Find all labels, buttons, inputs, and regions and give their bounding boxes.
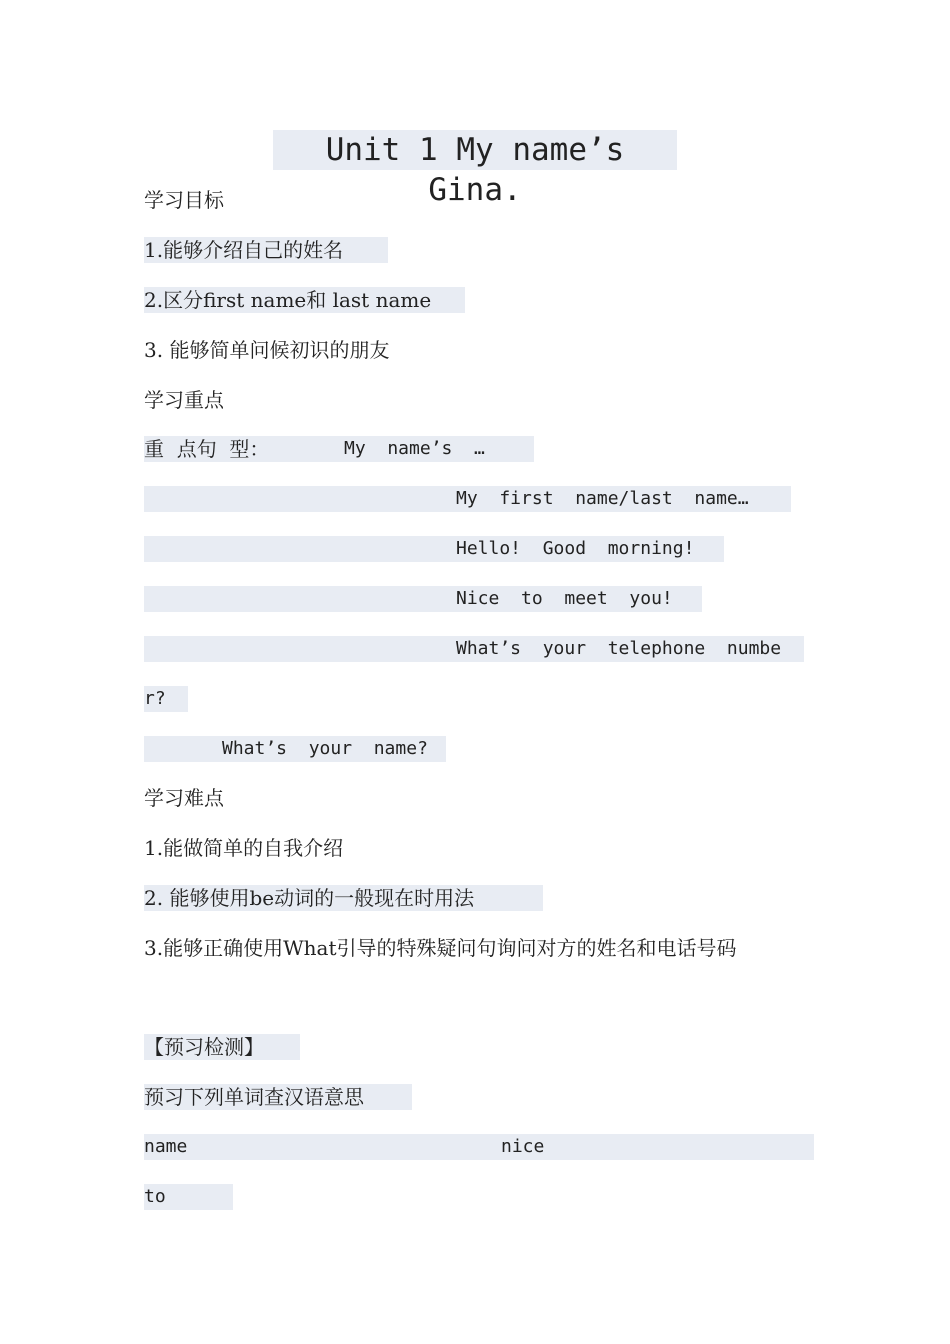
preview-heading: 【预习检测】 xyxy=(144,1034,300,1060)
key-sentence: Nice to meet you! xyxy=(456,588,673,609)
key-sentence: What’s your name? xyxy=(222,738,428,759)
difficulty-item: 2. 能够使用be动词的一般现在时用法 xyxy=(144,885,543,911)
difficulty-item: 1.能做简单的自我介绍 xyxy=(144,836,344,860)
sentence-pattern-label: 重 点句 型： xyxy=(144,437,270,461)
vocab-word: name xyxy=(144,1136,188,1157)
key-sentence: My first name/last name… xyxy=(456,488,749,509)
objective-item: 2.区分first name和 last name xyxy=(144,287,465,313)
difficulty-item: 3.能够正确使用What引导的特殊疑问句询问对方的姓名和电话号码 xyxy=(144,936,737,960)
key-sentence: My name’s … xyxy=(344,438,485,459)
key-points-heading: 学习重点 xyxy=(144,388,224,412)
vocab-word: nice xyxy=(501,1136,545,1157)
objectives-heading: 学习目标 xyxy=(144,188,224,212)
key-sentence: What’s your telephone numbe xyxy=(456,638,782,659)
preview-instruction: 预习下列单词查汉语意思 xyxy=(144,1084,412,1110)
objective-item: 3. 能够简单问候初识的朋友 xyxy=(144,338,390,362)
objective-item: 1.能够介绍自己的姓名 xyxy=(144,237,388,263)
difficulties-heading: 学习难点 xyxy=(144,786,224,810)
page-title: Unit 1 My name’s Gina. xyxy=(273,130,677,170)
key-sentence: Hello! Good morning! xyxy=(456,538,695,559)
highlight-band xyxy=(144,1134,814,1160)
vocab-word: to xyxy=(144,1186,166,1207)
key-sentence: r? xyxy=(144,688,166,709)
